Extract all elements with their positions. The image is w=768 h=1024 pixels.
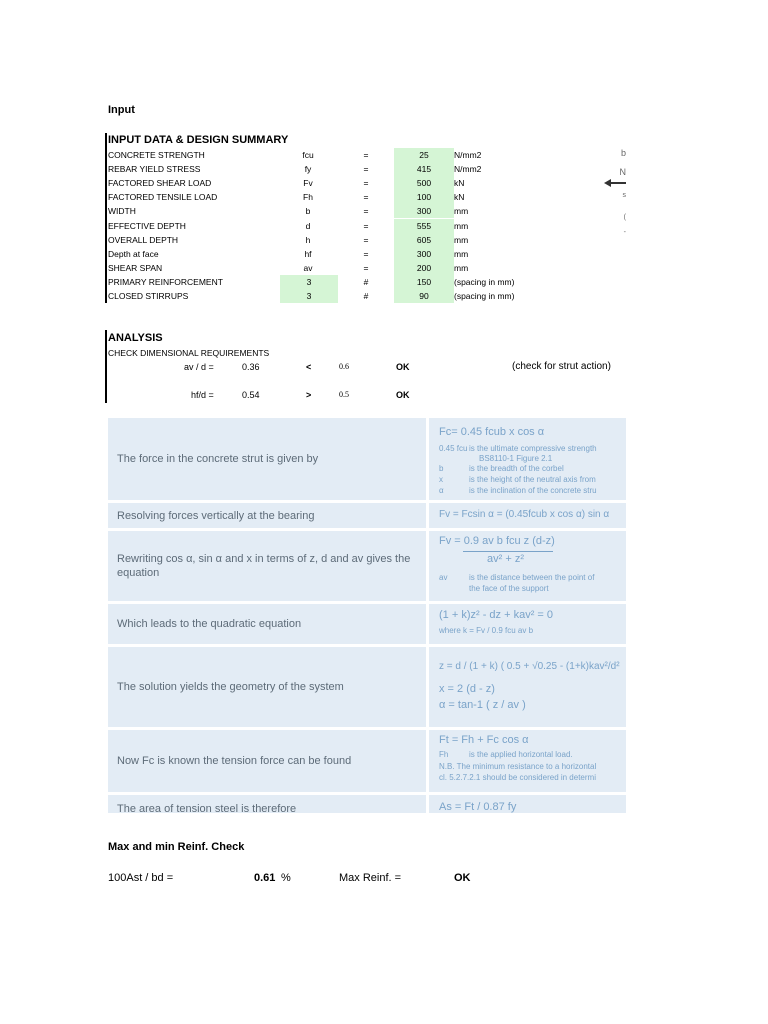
input-symbol: b xyxy=(305,206,311,217)
input-section-heading: INPUT DATA & DESIGN SUMMARY xyxy=(108,134,289,146)
formula-note: where k = Fv / 0.9 fcu av b xyxy=(439,626,534,635)
check-expr: hf/d = xyxy=(191,390,214,400)
reinf-unit: % xyxy=(281,872,291,884)
panel-row xyxy=(108,531,626,601)
input-equals: = xyxy=(363,262,369,273)
input-row xyxy=(108,204,628,218)
note-desc: cl. 5.2.7.2.1 should be considered in determi xyxy=(439,773,596,782)
input-symbol: d xyxy=(305,220,311,231)
edge-fragment: N xyxy=(619,167,626,177)
check-note: (check for strut action) xyxy=(512,361,611,372)
input-row xyxy=(108,247,628,261)
note-desc: is the height of the neutral axis from xyxy=(469,475,596,484)
panel-row xyxy=(108,418,626,500)
input-unit: kN xyxy=(454,192,465,203)
check-row xyxy=(108,360,628,374)
explanation-panel xyxy=(108,418,626,813)
input-unit: mm xyxy=(454,262,469,273)
input-value-cell[interactable]: 25 xyxy=(394,148,454,162)
panel-row-text: Which leads to the quadratic equation xyxy=(117,618,302,630)
panel-row-formula-cell xyxy=(429,730,626,792)
check-value: 0.36 xyxy=(242,362,260,372)
panel-row-text-cell xyxy=(108,795,426,813)
input-label: REBAR YIELD STRESS xyxy=(108,164,201,175)
note-desc: is the distance between the point of xyxy=(469,573,595,582)
spacing-unit: (spacing in mm) xyxy=(454,276,515,287)
panel-row-text: Rewriting cos α, sin α and x in terms of z, d and av gives the equation xyxy=(117,553,411,579)
input-value-cell[interactable]: 500 xyxy=(394,176,454,190)
input-unit: mm xyxy=(454,248,469,259)
input-value-cell[interactable]: 555 xyxy=(394,219,454,233)
check-result: OK xyxy=(396,390,410,400)
input-symbol: Fv xyxy=(303,178,313,189)
input-row xyxy=(108,148,628,162)
note-sym: α xyxy=(439,486,444,495)
panel-row-text: The solution yields the geometry of the system xyxy=(117,681,344,693)
check-row xyxy=(108,388,628,402)
note-sym: b xyxy=(439,464,444,473)
formula-denominator: av² + z² xyxy=(487,553,524,565)
input-unit: mm xyxy=(454,234,469,245)
spacing-value-cell[interactable]: 150 xyxy=(394,275,454,289)
panel-row-text: The area of tension steel is therefore xyxy=(117,803,297,813)
reinf-label: 100Ast / bd = xyxy=(108,872,174,884)
formula: As = Ft / 0.87 fy xyxy=(439,801,517,813)
check-limit: 0.5 xyxy=(339,390,349,399)
panel-row-formula-cell xyxy=(429,647,626,727)
input-symbol: av xyxy=(303,262,313,273)
sheet-title: Input xyxy=(108,104,135,116)
input-row xyxy=(108,162,628,176)
panel-row-text-cell xyxy=(108,647,426,727)
formula: z = d / (1 + k) ( 0.5 + √0.25 - (1+k)kav²/d² xyxy=(439,661,620,672)
input-symbol: Fh xyxy=(303,192,313,203)
formula: Ft = Fh + Fc cos α xyxy=(439,734,529,746)
panel-row-text: The force in the concrete strut is given by xyxy=(117,453,319,465)
input-value-cell[interactable]: 300 xyxy=(394,204,454,218)
panel-row xyxy=(108,604,626,644)
input-symbol: h xyxy=(305,234,311,245)
input-equals: = xyxy=(363,248,369,259)
analysis-section-bar xyxy=(105,330,107,403)
note-desc: is the breadth of the corbel xyxy=(469,464,564,473)
input-equals: = xyxy=(363,192,369,203)
input-unit: mm xyxy=(454,206,469,217)
arrow-head-icon xyxy=(604,179,611,187)
reinf-max-label: Max Reinf. = xyxy=(339,872,402,884)
reinf-result: OK xyxy=(454,872,471,884)
input-label: Depth at face xyxy=(108,248,159,259)
panel-row-formula-cell xyxy=(429,418,626,500)
input-value-cell[interactable]: 200 xyxy=(394,261,454,275)
edge-fragment: - xyxy=(623,229,626,236)
fraction-line xyxy=(463,551,553,552)
input-label: WIDTH xyxy=(108,206,136,217)
input-equals: = xyxy=(363,234,369,245)
edge-fragment: ( xyxy=(623,214,626,221)
input-value-cell[interactable]: 100 xyxy=(394,190,454,204)
input-symbol: hf xyxy=(304,248,312,259)
note-sym: 0.45 fcu xyxy=(439,444,468,453)
input-equals: = xyxy=(363,220,369,231)
edge-fragment: b xyxy=(620,148,626,158)
input-equals: = xyxy=(363,206,369,217)
panel-row-formula-cell xyxy=(429,503,626,528)
input-section-bar xyxy=(105,133,107,303)
check-op: > xyxy=(306,390,312,400)
formula: Fv = 0.9 av b fcu z (d-z) xyxy=(439,535,555,547)
note-sym: Fh xyxy=(439,750,449,759)
spacing-unit: (spacing in mm) xyxy=(454,291,515,301)
check-value: 0.54 xyxy=(242,390,260,400)
note-desc: is the applied horizontal load. xyxy=(469,750,573,759)
panel-row xyxy=(108,647,626,727)
note-desc: the face of the support xyxy=(469,584,549,593)
panel-row-formula-cell xyxy=(429,604,626,644)
input-unit: mm xyxy=(454,220,469,231)
reinf-check-heading: Max and min Reinf. Check xyxy=(108,841,245,853)
note-sym: x xyxy=(439,475,443,484)
panel-row xyxy=(108,503,626,528)
bar-hash: # xyxy=(363,276,369,287)
panel-row xyxy=(108,730,626,792)
panel-row-formula-cell xyxy=(429,795,626,813)
input-equals: = xyxy=(363,178,369,189)
formula: (1 + k)z² - dz + kav² = 0 xyxy=(439,609,554,621)
input-label: FACTORED SHEAR LOAD xyxy=(108,178,212,189)
formula: Fc= 0.45 fcub x cos α xyxy=(439,426,545,438)
spacing-value-cell[interactable]: 90 xyxy=(394,289,454,303)
input-label: EFFECTIVE DEPTH xyxy=(108,220,186,231)
reinforcement-row xyxy=(108,289,628,303)
reinforcement-row xyxy=(108,275,628,289)
analysis-heading: ANALYSIS xyxy=(108,332,163,344)
input-row xyxy=(108,233,628,247)
panel-row-text: Now Fc is known the tension force can be found xyxy=(117,755,352,767)
input-unit: kN xyxy=(454,178,465,189)
input-row xyxy=(108,176,628,190)
input-symbol: fcu xyxy=(302,150,314,160)
check-result: OK xyxy=(396,362,410,372)
reinf-label: CLOSED STIRRUPS xyxy=(108,291,189,301)
panel-row-text-cell xyxy=(108,604,426,644)
input-value-cell[interactable]: 300 xyxy=(394,247,454,261)
panel-row-text-cell xyxy=(108,730,426,792)
input-equals: = xyxy=(363,164,369,175)
reinf-label: PRIMARY REINFORCEMENT xyxy=(108,276,223,287)
note-desc: BS8110-1 Figure 2.1 xyxy=(479,454,553,463)
input-label: CONCRETE STRENGTH xyxy=(108,150,205,160)
input-row xyxy=(108,261,628,275)
bar-hash: # xyxy=(363,291,369,301)
formula-line-2: x = 2 (d - z) xyxy=(439,683,495,695)
formula: Fv = Fcsin α = (0.45fcub x cos α) sin α xyxy=(439,509,610,520)
note-sym: av xyxy=(439,573,448,582)
check-op: < xyxy=(306,362,312,372)
edge-fragment: s xyxy=(622,192,626,199)
input-unit: N/mm2 xyxy=(454,164,482,175)
reinf-check-row xyxy=(108,871,628,885)
panel-row-text-cell xyxy=(108,418,426,500)
input-label: SHEAR SPAN xyxy=(108,262,163,273)
bar-size-cell[interactable]: 3 xyxy=(280,289,338,303)
input-symbol: fy xyxy=(304,164,312,175)
input-row xyxy=(108,190,628,204)
panel-row-formula-cell xyxy=(429,531,626,601)
input-row xyxy=(108,219,628,233)
reinf-value: 0.61 xyxy=(254,872,276,884)
input-equals: = xyxy=(363,150,369,160)
formula-line-3: α = tan-1 ( z / av ) xyxy=(439,699,526,711)
check-expr: av / d = xyxy=(184,362,214,372)
check-limit: 0.6 xyxy=(339,362,349,371)
bar-size-cell[interactable]: 3 xyxy=(280,275,338,289)
input-label: OVERALL DEPTH xyxy=(108,234,179,245)
input-label: FACTORED TENSILE LOAD xyxy=(108,192,218,203)
panel-row-text-cell xyxy=(108,531,426,601)
panel-row-text: Resolving forces vertically at the bearing xyxy=(117,509,315,522)
input-value-cell[interactable]: 605 xyxy=(394,233,454,247)
analysis-subheading: CHECK DIMENSIONAL REQUIREMENTS xyxy=(108,348,270,358)
panel-row xyxy=(108,795,626,813)
input-value-cell[interactable]: 415 xyxy=(394,162,454,176)
note-desc: is the ultimate compressive strength xyxy=(469,444,597,453)
note-desc: is the inclination of the concrete stru xyxy=(469,486,597,495)
note-desc: N.B. The minimum resistance to a horizontal xyxy=(439,762,597,771)
input-unit: N/mm2 xyxy=(454,150,482,160)
panel-row-text-cell xyxy=(108,503,426,528)
